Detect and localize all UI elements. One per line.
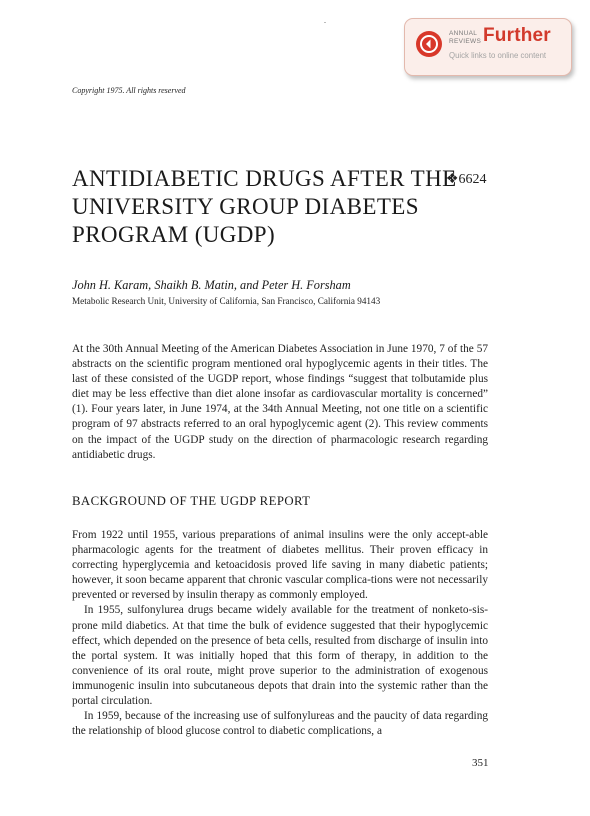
author-affiliation: Metabolic Research Unit, University of California, San Francisco, California 94143 [72,296,381,306]
intro-paragraph: At the 30th Annual Meeting of the American Diabetes Association in June 1970, 7 of the 57 abstracts on the scientific program mentioned oral hypoglycemic agents in their titles. The last of these consisted of the UGDP report, whose findings “suggest that tolbutamide plus diet may be less effective than diet alone insofar as cardiovascular mortality is concerned” (1). Four years later, in June 1974, at the 34th Annual Meeting, not one title on a scientific program of 97 abstracts referred to an oral hypoglycemic agent (2). This review comments on the impact of the UGDP study on the direction of pharmacologic research regarding antidiabetic drugs. [72,343,488,461]
article-code: ❖6624 [446,172,487,187]
scan-speck [324,22,326,23]
further-label: Further [483,25,551,46]
annual-reviews-logo-text: ANNUAL REVIEWS [449,30,482,45]
section-body [72,528,488,739]
body-paragraph: From 1922 until 1955, various preparations of animal insulins were the only accept-able pharmacologic agents for the treatment of diabetes mellitus. Their proven efficacy in correcting hyperglycemia and ketoacidosis proved life saving in many diabetic patients; however, it soon became apparent that chronic vascular complica-tions were not necessarily prevented or reversed by insulin therapy as commonly employed. [72,529,488,602]
article-title: ANTIDIABETIC DRUGS AFTER THE UNIVERSITY GROUP DIABETES PROGRAM (UGDP) [72,166,457,247]
chevron-left-icon [416,31,442,57]
section-heading: BACKGROUND OF THE UGDP REPORT [72,494,311,508]
copyright-notice: Copyright 1975. All rights reserved [72,86,186,95]
further-links-badge[interactable] [404,18,572,76]
body-paragraph: In 1959, because of the increasing use of sulfonylureas and the paucity of data regarding the relationship of blood glucose control to diabetic complications, a [72,710,488,738]
article-authors: John H. Karam, Shaikh B. Matin, and Peter H. Forsham [72,278,351,292]
body-paragraph: In 1955, sulfonylurea drugs became widely available for the treatment of nonketo-sis-prone mild diabetics. At that time the bulk of evidence suggested that their hypoglycemic effect, which depended on the presence of beta cells, resulted from discharge of insulin into the portal system. It was initially hoped that this form of therapy, in addition to the convenience of its oral route, might prove superior to the administration of exogenous immunogenic insulin into subcutaneous depots that drain into the systemic rather than the portal circulation. [72,604,488,708]
page-number: 351 [472,757,489,769]
badge-tagline: Quick links to online content [449,51,547,60]
